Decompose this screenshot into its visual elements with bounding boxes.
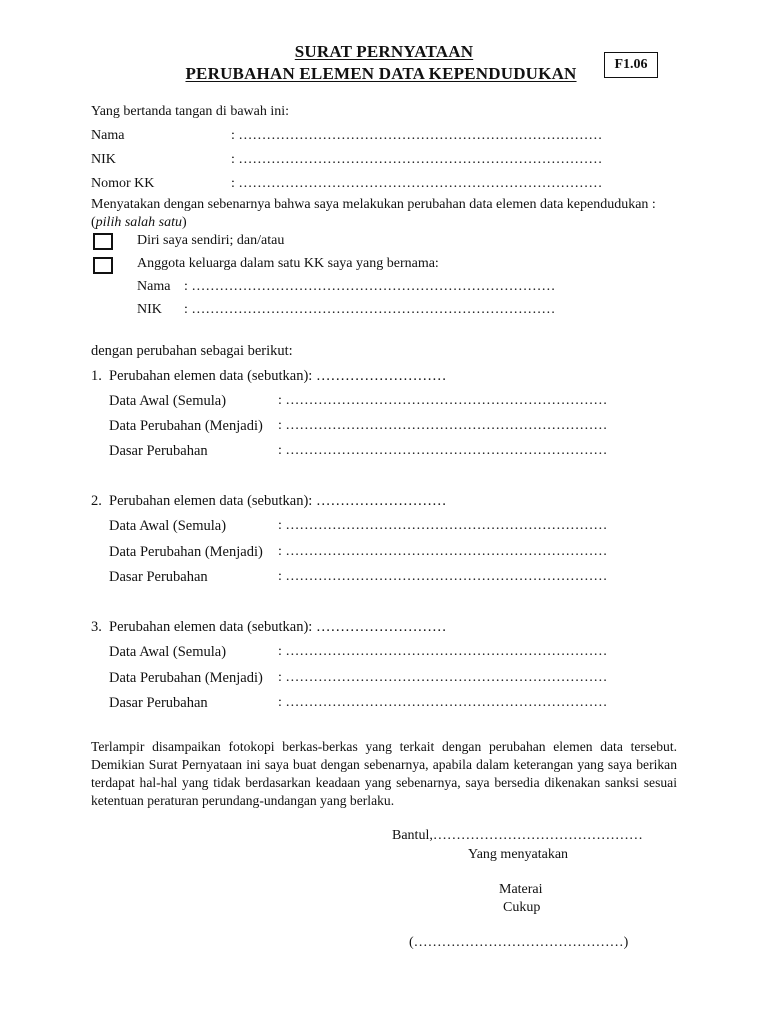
nama-field[interactable]: : ……………………………………………………………………	[231, 128, 603, 143]
change-number: 2.	[91, 493, 102, 509]
data-awal-field[interactable]: : ……………………………………………………………	[278, 644, 608, 659]
option-family-checkbox[interactable]	[93, 257, 113, 274]
nik-label: NIK	[91, 152, 116, 167]
statement-text: Menyatakan dengan sebenarnya bahwa saya melakukan perubahan data elemen data kependudukan :	[91, 197, 656, 212]
nik-field[interactable]: : ……………………………………………………………………	[231, 152, 603, 167]
data-perubahan-field[interactable]: : ……………………………………………………………	[278, 544, 608, 559]
stamp-label-line1: Materai	[499, 882, 543, 897]
option-family-label: Anggota keluarga dalam satu KK saya yang bernama:	[137, 256, 439, 271]
nama-label: Nama	[91, 128, 125, 143]
member-nama-field[interactable]: : ……………………………………………………………………	[184, 279, 556, 294]
data-perubahan-label: Data Perubahan (Menjadi)	[109, 418, 263, 434]
data-awal-field[interactable]: : ……………………………………………………………	[278, 518, 608, 533]
change-number: 3.	[91, 619, 102, 635]
member-nik-label: NIK	[137, 302, 162, 317]
data-awal-label: Data Awal (Semula)	[109, 644, 227, 660]
signer-label: Yang menyatakan	[468, 847, 569, 862]
data-awal-field[interactable]: : ……………………………………………………………	[278, 393, 608, 408]
option-self-label: Diri saya sendiri; dan/atau	[137, 233, 285, 248]
change-heading[interactable]: Perubahan elemen data (sebutkan): ………………………	[109, 619, 447, 635]
data-perubahan-label: Data Perubahan (Menjadi)	[109, 544, 263, 560]
change-heading[interactable]: Perubahan elemen data (sebutkan): ………………………	[109, 368, 447, 384]
document-subtitle: PERUBAHAN ELEMEN DATA KEPENDUDUKAN	[185, 64, 577, 83]
intro-text: Yang bertanda tangan di bawah ini:	[91, 104, 290, 119]
place-date-field[interactable]: Bantul,………………………………………	[392, 828, 643, 843]
closing-paragraph: Terlampir disampaikan fotokopi berkas-berkas yang terkait dengan perubahan elemen data tersebut. Demikian Surat Pernyataan ini saya buat dengan sebenarnya, apabila dalam keterangan yang saya berikan terdapat hal-hal yang tidak berdasarkan keadaan yang sebenarnya, saya bersedia dikenakan sanksi sesuai ketentuan peraturan perundang-undangan yang berlaku.	[91, 739, 677, 808]
document-title: SURAT PERNYATAAN	[294, 42, 474, 61]
data-perubahan-field[interactable]: : ……………………………………………………………	[278, 670, 608, 685]
dasar-perubahan-field[interactable]: : ……………………………………………………………	[278, 443, 608, 458]
data-perubahan-field[interactable]: : ……………………………………………………………	[278, 418, 608, 433]
data-perubahan-label: Data Perubahan (Menjadi)	[109, 670, 263, 686]
stamp-label-line2: Cukup	[503, 900, 541, 915]
data-awal-label: Data Awal (Semula)	[109, 518, 227, 534]
dasar-perubahan-field[interactable]: : ……………………………………………………………	[278, 569, 608, 584]
option-self-checkbox[interactable]	[93, 233, 113, 250]
change-number: 1.	[91, 368, 102, 384]
data-awal-label: Data Awal (Semula)	[109, 393, 227, 409]
member-nama-label: Nama	[137, 279, 171, 294]
nomor-kk-label: Nomor KK	[91, 176, 155, 191]
dasar-perubahan-field[interactable]: : ……………………………………………………………	[278, 695, 608, 710]
dasar-perubahan-label: Dasar Perubahan	[109, 695, 208, 711]
signer-name-field[interactable]: (………………………………………)	[409, 935, 629, 950]
form-code-badge: F1.06	[604, 52, 658, 78]
statement-instruction: (pilih salah satu)	[91, 215, 187, 230]
dasar-perubahan-label: Dasar Perubahan	[109, 443, 208, 459]
changes-intro: dengan perubahan sebagai berikut:	[91, 343, 293, 359]
dasar-perubahan-label: Dasar Perubahan	[109, 569, 208, 585]
member-nik-field[interactable]: : ……………………………………………………………………	[184, 302, 556, 317]
change-heading[interactable]: Perubahan elemen data (sebutkan): ………………………	[109, 493, 447, 509]
nomor-kk-field[interactable]: : ……………………………………………………………………	[231, 176, 603, 191]
